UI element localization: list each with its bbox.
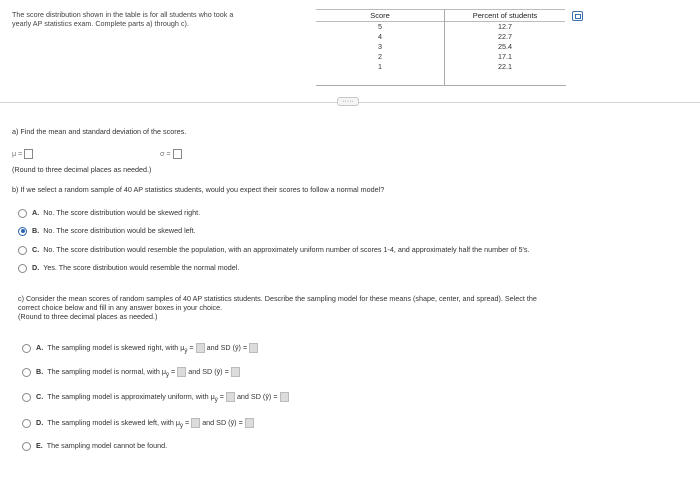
mean-input[interactable] [191, 418, 200, 428]
mean-symbol: $\mu_ȳ$ = [161, 367, 176, 379]
sd-input[interactable] [231, 367, 240, 377]
score-header: Score [316, 9, 444, 22]
part-c-rounding-note: (Round to three decimal places as needed.) [18, 312, 158, 321]
sd-input[interactable] [245, 418, 254, 428]
part-c-prompt-line-1: c) Consider the mean scores of random samples of 40 AP statistics students. Describe the sampling model for these means (shape, center, and spread). Select the [18, 294, 537, 303]
mean-input[interactable] [226, 392, 235, 402]
problem-intro [12, 10, 312, 28]
radio-button[interactable] [18, 209, 27, 218]
score-cell: 3 [378, 42, 382, 51]
part-c-option-d[interactable]: D. The sampling model is skewed left, with $\mu_ȳ$ = and SD (ȳ) = [22, 418, 254, 431]
percent-cell: 22.1 [498, 62, 512, 71]
radio-button[interactable] [22, 344, 31, 353]
mean-symbol: $\mu_ȳ$ = [175, 418, 190, 430]
mu-label: μ = [12, 149, 23, 158]
part-b-option-b[interactable]: B. No. The score distribution would be skewed left. [18, 226, 196, 236]
copy-icon[interactable] [572, 11, 583, 21]
part-b-prompt: b) If we select a random sample of 40 AP statistics students, would you expect their scores to follow a normal model? [12, 185, 385, 194]
mean-input[interactable] [196, 343, 205, 353]
part-a-rounding-note: (Round to three decimal places as needed.) [12, 165, 152, 174]
radio-button[interactable] [22, 419, 31, 428]
radio-button[interactable] [18, 246, 27, 255]
mean-input[interactable] [177, 367, 186, 377]
sd-input[interactable] [280, 392, 289, 402]
sd-input[interactable] [249, 343, 258, 353]
intro-line-2: yearly AP statistics exam. Complete parts a) through c). [12, 19, 189, 28]
radio-button[interactable] [18, 264, 27, 273]
score-cell: 2 [378, 52, 382, 61]
radio-button[interactable] [22, 368, 31, 377]
percent-cell: 22.7 [498, 32, 512, 41]
percent-cell: 12.7 [498, 22, 512, 31]
part-b-option-a[interactable]: A. No. The score distribution would be skewed right. [18, 208, 200, 218]
score-cell: 4 [378, 32, 382, 41]
sigma-answer-row [160, 149, 182, 159]
score-cell: 5 [378, 22, 382, 31]
mu-answer-row [12, 149, 33, 159]
radio-button[interactable] [22, 442, 31, 451]
part-c-option-c[interactable]: C. The sampling model is approximately uniform, with $\mu_ȳ$ = and SD (ȳ) = [22, 392, 289, 405]
sd-label: and SD (ȳ) = [202, 418, 243, 427]
part-c-prompt-line-2: correct choice below and fill in any answer boxes in your choice. [18, 303, 223, 312]
part-b-option-c[interactable]: C. No. The score distribution would resemble the population, with an approximately uniform number of scores 1-4, and approximately half the number of 5's. [18, 245, 529, 255]
radio-button-selected[interactable] [18, 227, 27, 236]
mean-symbol: $\mu_ȳ$ = [210, 392, 224, 404]
score-table [316, 9, 580, 87]
expand-more-button[interactable]: ····· [337, 97, 359, 106]
percent-cell: 17.1 [498, 52, 512, 61]
percent-cell: 25.4 [498, 42, 512, 51]
score-column [316, 9, 445, 85]
mu-input[interactable] [24, 149, 33, 159]
part-b-option-d[interactable]: D. Yes. The score distribution would resemble the normal model. [18, 263, 239, 273]
sd-label: and SD (ȳ) = [236, 392, 278, 401]
radio-button[interactable] [22, 393, 31, 402]
mean-symbol: $\mu_ȳ$ = [180, 343, 194, 355]
sd-label: and SD (ȳ) = [206, 343, 248, 352]
percent-header: Percent of students [445, 9, 565, 22]
part-c-option-a[interactable]: A. The sampling model is skewed right, with $\mu_ȳ$ = and SD (ȳ) = [22, 343, 258, 356]
sigma-input[interactable] [173, 149, 182, 159]
part-a-prompt: a) Find the mean and standard deviation of the scores. [12, 127, 187, 136]
part-c-option-e[interactable]: E. The sampling model cannot be found. [22, 441, 167, 451]
sd-label: and SD (ȳ) = [188, 367, 229, 376]
sigma-label: σ = [160, 149, 171, 158]
part-c-option-b[interactable]: B. The sampling model is normal, with $\mu_ȳ$ = and SD (ȳ) = [22, 367, 240, 380]
percent-column [445, 9, 565, 85]
intro-line-1: The score distribution shown in the table is for all students who took a [12, 10, 234, 19]
score-cell: 1 [378, 62, 382, 71]
table-bottom-rule [316, 85, 566, 86]
